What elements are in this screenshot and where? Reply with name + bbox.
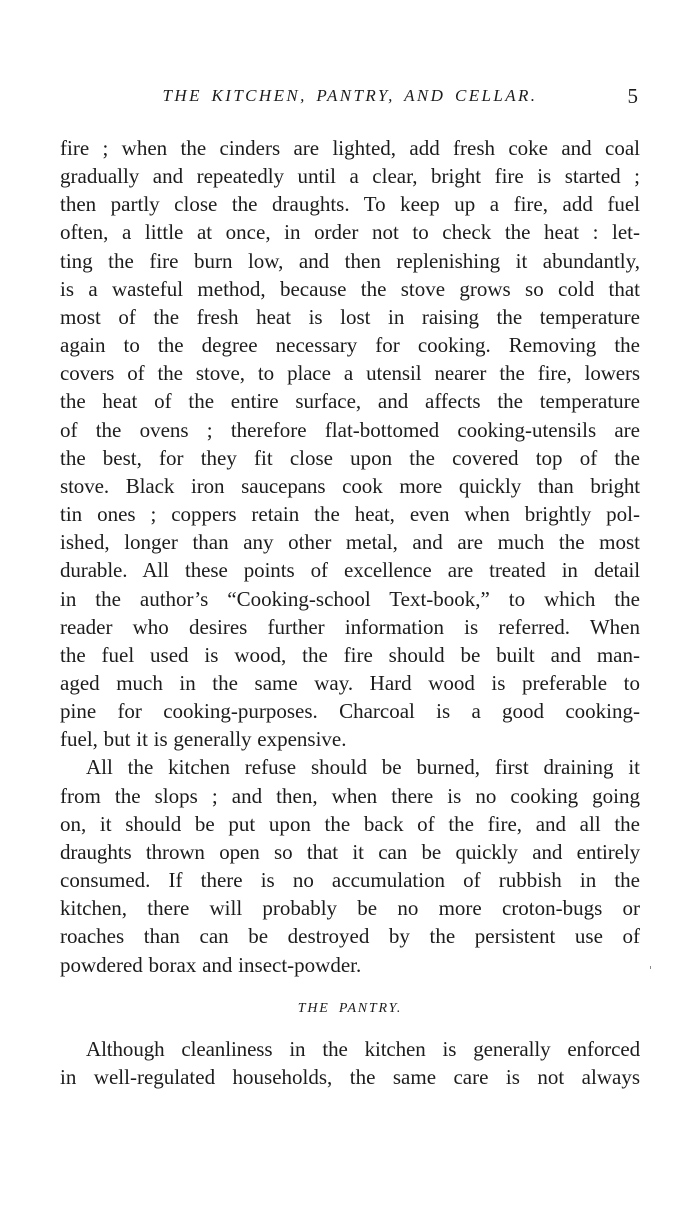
text-line: the fuel used is wood, the fire should be built and man- <box>60 642 640 667</box>
text-line: aged much in the same way. Hard wood is preferable to <box>60 670 640 695</box>
text-line: covers of the stove, to place a utensil nearer the fire, lowers <box>60 361 640 386</box>
text-line: fuel, but it is generally expensive. <box>60 727 347 752</box>
text-line: from the slops ; and then, when there is no cooking going <box>60 783 640 808</box>
text-line: gradually and repeatedly until a clear, bright fire is started ; <box>60 164 640 189</box>
text-line: the best, for they fit close upon the covered top of the <box>60 445 640 470</box>
text-line: the heat of the entire surface, and affects the temperature <box>60 389 640 414</box>
page-number: 5 <box>627 84 638 108</box>
text-line: of the ovens ; therefore flat-bottomed cooking-utensils are <box>60 417 640 442</box>
text-line: roaches than can be destroyed by the persistent use of <box>60 924 640 949</box>
text-line: All the kitchen refuse should be burned, first draining it <box>86 755 640 780</box>
text-line: draughts thrown open so that it can be quickly and entirely <box>60 839 640 864</box>
text-line: tin ones ; coppers retain the heat, even when brightly pol- <box>60 502 640 527</box>
text-line: kitchen, there will probably be no more croton-bugs or <box>60 896 640 921</box>
text-line: often, a little at once, in order not to check the heat : let- <box>60 220 640 245</box>
text-line: then partly close the draughts. To keep up a fire, add fuel <box>60 192 640 217</box>
text-line: again to the degree necessary for cooking. Removing the <box>60 333 640 358</box>
text-line: pine for cooking-purposes. Charcoal is a good cooking- <box>60 699 640 724</box>
text-line: ting the fire burn low, and then replenishing it abundantly, <box>60 248 640 273</box>
section-heading: THE PANTRY. <box>297 1000 403 1016</box>
text-line: on, it should be put upon the back of the fire, and all the <box>60 811 640 836</box>
paragraph-pantry <box>60 1035 640 1091</box>
body-text <box>60 134 640 1091</box>
text-line: fire ; when the cinders are lighted, add fresh coke and coal <box>60 136 640 160</box>
text-line: consumed. If there is no accumulation of rubbish in the <box>60 868 640 893</box>
text-line: most of the fresh heat is lost in raising the temperature <box>60 304 640 329</box>
running-head <box>60 82 640 118</box>
text-line: in the author’s “Cooking-school Text-book,” to which the <box>60 586 640 611</box>
running-title: THE KITCHEN, PANTRY, AND CELLAR. <box>162 86 538 105</box>
text-line: in well-regulated households, the same care is not always <box>60 1064 640 1089</box>
text-line: durable. All these points of excellence are treated in detail <box>60 558 640 583</box>
text-line: ished, longer than any other metal, and are much the most <box>60 530 640 555</box>
text-line: Although cleanliness in the kitchen is generally enforced <box>86 1036 640 1061</box>
text-line: is a wasteful method, because the stove grows so cold that <box>60 276 640 301</box>
paragraph-kitchen-fire <box>60 134 640 753</box>
text-line: stove. Black iron saucepans cook more quickly than bright <box>60 473 640 498</box>
text-line: reader who desires further information is referred. When <box>60 614 640 639</box>
book-page <box>60 82 640 1091</box>
print-speck <box>650 966 651 969</box>
paragraph-kitchen-refuse <box>60 753 640 978</box>
text-line: powdered borax and insect-powder. <box>60 952 362 977</box>
